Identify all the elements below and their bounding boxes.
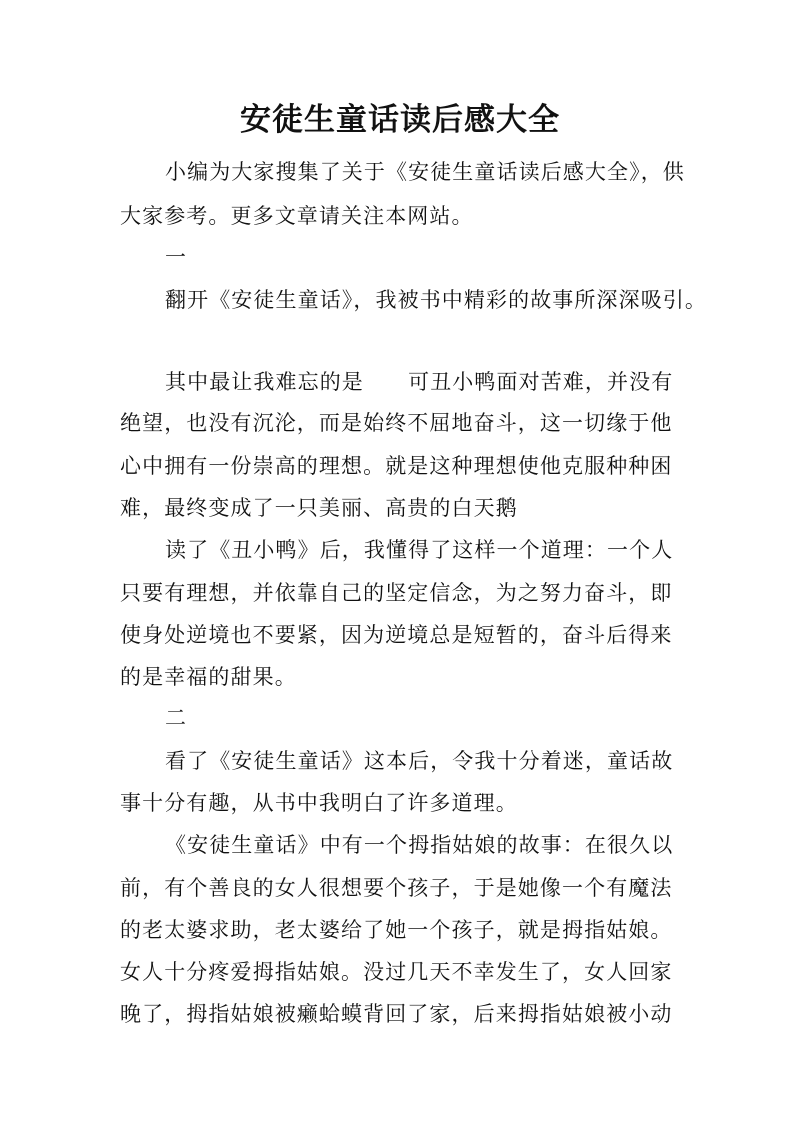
body-line: 晚了，拇指姑娘被癞蛤蟆背回了家，后来拇指姑娘被小动: [120, 1002, 673, 1026]
body-line: 心中拥有一份崇高的理想。就是这种理想使他克服种种困: [120, 454, 673, 478]
body-line: 《安徒生童话》中有一个拇指姑娘的故事：在很久以: [165, 833, 674, 857]
section-number: 二: [165, 706, 188, 730]
body-line: 只要有理想，并依靠自己的坚定信念，为之努力奋斗，即: [120, 581, 673, 605]
body-line: 其中最让我难忘的是 可丑小鸭面对苦难，并没有: [165, 370, 674, 394]
body-line: 的老太婆求助，老太婆给了她一个孩子，就是拇指姑娘。: [120, 918, 673, 942]
body-line: 小编为大家搜集了关于《安徒生童话读后感大全》，供: [165, 160, 685, 184]
body-line: 读了《丑小鸭》后，我懂得了这样一个道理：一个人: [165, 538, 674, 562]
body-line: 女人十分疼爱拇指姑娘。没过几天不幸发生了，女人回家: [120, 960, 673, 984]
body-line: 前，有个善良的女人很想要个孩子，于是她像一个有魔法: [120, 876, 673, 900]
document-title: 安徒生童话读后感大全: [240, 102, 560, 138]
body-line: 大家参考。更多文章请关注本网站。: [120, 204, 474, 228]
body-line: 难，最终变成了一只美丽、高贵的白天鹅: [120, 496, 518, 520]
body-line: 看了《安徒生童话》这本后，令我十分着迷，童话故: [165, 749, 674, 773]
body-line: 绝望，也没有沉沦，而是始终不屈地奋斗，这一切缘于他: [120, 411, 673, 435]
body-line: 翻开《安徒生童话》，我被书中精彩的故事所深深吸引。: [165, 288, 707, 312]
section-number: 一: [165, 245, 188, 269]
body-line: 使身处逆境也不要紧，因为逆境总是短暂的，奋斗后得来: [120, 623, 673, 647]
body-line: 事十分有趣，从书中我明白了许多道理。: [120, 791, 518, 815]
body-line: 的是幸福的甜果。: [120, 665, 297, 689]
